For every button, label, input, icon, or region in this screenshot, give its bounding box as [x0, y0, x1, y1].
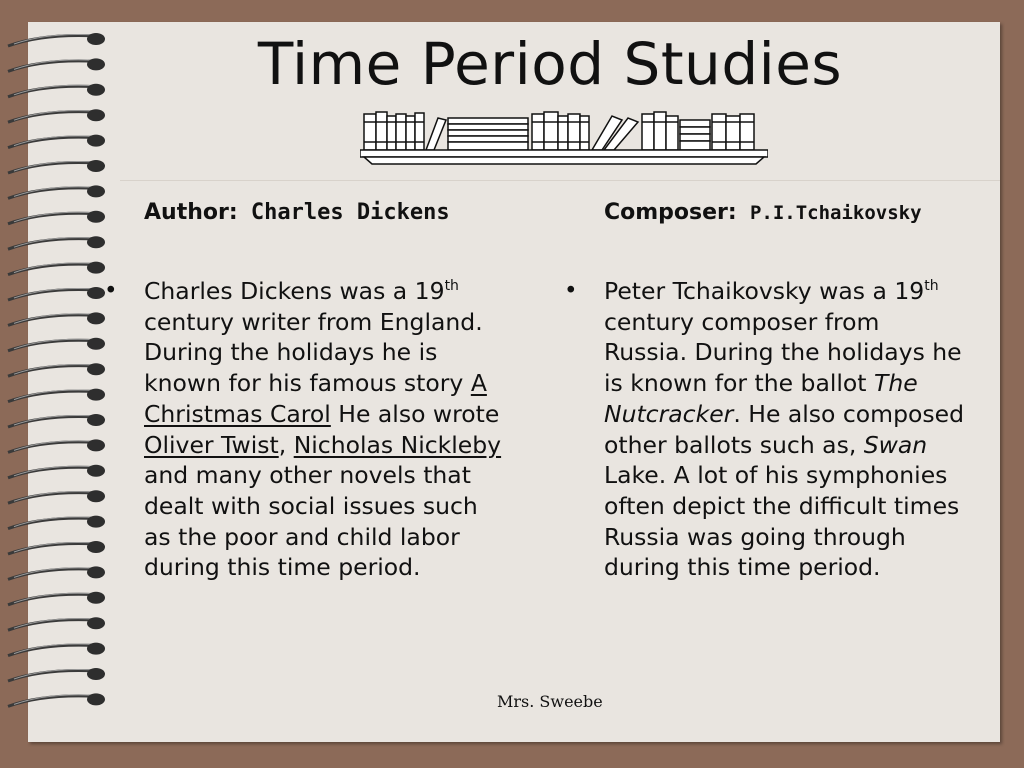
- spiral-hole: [87, 135, 105, 147]
- spiral-hole: [87, 465, 105, 477]
- spiral-hole: [87, 236, 105, 248]
- spiral-hole: [87, 617, 105, 629]
- spiral-wire: [8, 264, 98, 275]
- spiral-hole: [87, 414, 105, 426]
- bookshelf-icon: [360, 108, 768, 168]
- footer-author: Mrs. Sweebe: [497, 692, 603, 711]
- spiral-wire: [8, 569, 98, 580]
- spiral-wire: [8, 391, 98, 402]
- spiral-hole: [87, 363, 105, 375]
- composer-heading: Composer: P.I.Tchaikovsky: [604, 200, 922, 225]
- dickens-paragraph: Charles Dickens was a 19th century writer from England. During the holidays he is known for his famous story A Christmas Carol He also wrote Oliver Twist, Nicholas Nickleby and many other novels that dealt with social issues such as the poor and child labor during this time period.: [144, 277, 502, 582]
- spiral-wire: [8, 645, 98, 656]
- spiral-hole: [87, 693, 105, 705]
- spiral-wire: [8, 61, 98, 72]
- spiral-wire: [8, 239, 98, 250]
- spiral-wire: [8, 162, 98, 173]
- spiral-wire: [8, 188, 98, 199]
- spiral-wire: [8, 340, 98, 351]
- spiral-hole: [87, 516, 105, 528]
- spiral-hole: [87, 439, 105, 451]
- spiral-wire: [8, 112, 98, 123]
- spiral-wire: [8, 442, 98, 453]
- spiral-wire: [8, 35, 98, 46]
- spiral-hole: [87, 643, 105, 655]
- spiral-wire: [8, 493, 98, 504]
- spiral-hole: [87, 58, 105, 70]
- spiral-hole: [87, 541, 105, 553]
- spiral-hole: [87, 109, 105, 121]
- spiral-wire: [8, 594, 98, 605]
- divider: [120, 180, 1000, 181]
- spiral-wire: [8, 366, 98, 377]
- spiral-hole: [87, 338, 105, 350]
- spiral-wire: [8, 315, 98, 326]
- spiral-wire: [8, 467, 98, 478]
- spiral-hole: [87, 211, 105, 223]
- spiral-hole: [87, 287, 105, 299]
- spiral-wire: [8, 137, 98, 148]
- author-heading: Author: Charles Dickens: [144, 200, 450, 225]
- spiral-wire: [8, 416, 98, 427]
- spiral-wire: [8, 289, 98, 300]
- spiral-wire: [8, 86, 98, 97]
- spiral-hole: [87, 566, 105, 578]
- spiral-hole: [87, 592, 105, 604]
- spiral-hole: [87, 160, 105, 172]
- spiral-wire: [8, 213, 98, 224]
- spiral-binding-icon: [0, 8, 120, 748]
- spiral-hole: [87, 668, 105, 680]
- page-title: Time Period Studies: [257, 30, 843, 98]
- spiral-hole: [87, 185, 105, 197]
- bullet-icon: •: [104, 278, 118, 304]
- spiral-hole: [87, 262, 105, 274]
- spiral-hole: [87, 389, 105, 401]
- spiral-wire: [8, 670, 98, 681]
- bullet-icon: •: [564, 278, 578, 304]
- spiral-wire: [8, 543, 98, 554]
- spiral-wire: [8, 620, 98, 631]
- spiral-hole: [87, 84, 105, 96]
- spiral-hole: [87, 490, 105, 502]
- spiral-hole: [87, 33, 105, 45]
- spiral-wire: [8, 518, 98, 529]
- tchaikovsky-paragraph: Peter Tchaikovsky was a 19th century composer from Russia. During the holidays he is known for the ballot The Nutcracker. He also composed other ballots such as, Swan Lake. A lot of his symphonies often depict the difficult times Russia was going through during this time period.: [604, 277, 964, 582]
- spiral-hole: [87, 312, 105, 324]
- spiral-wire: [8, 696, 98, 707]
